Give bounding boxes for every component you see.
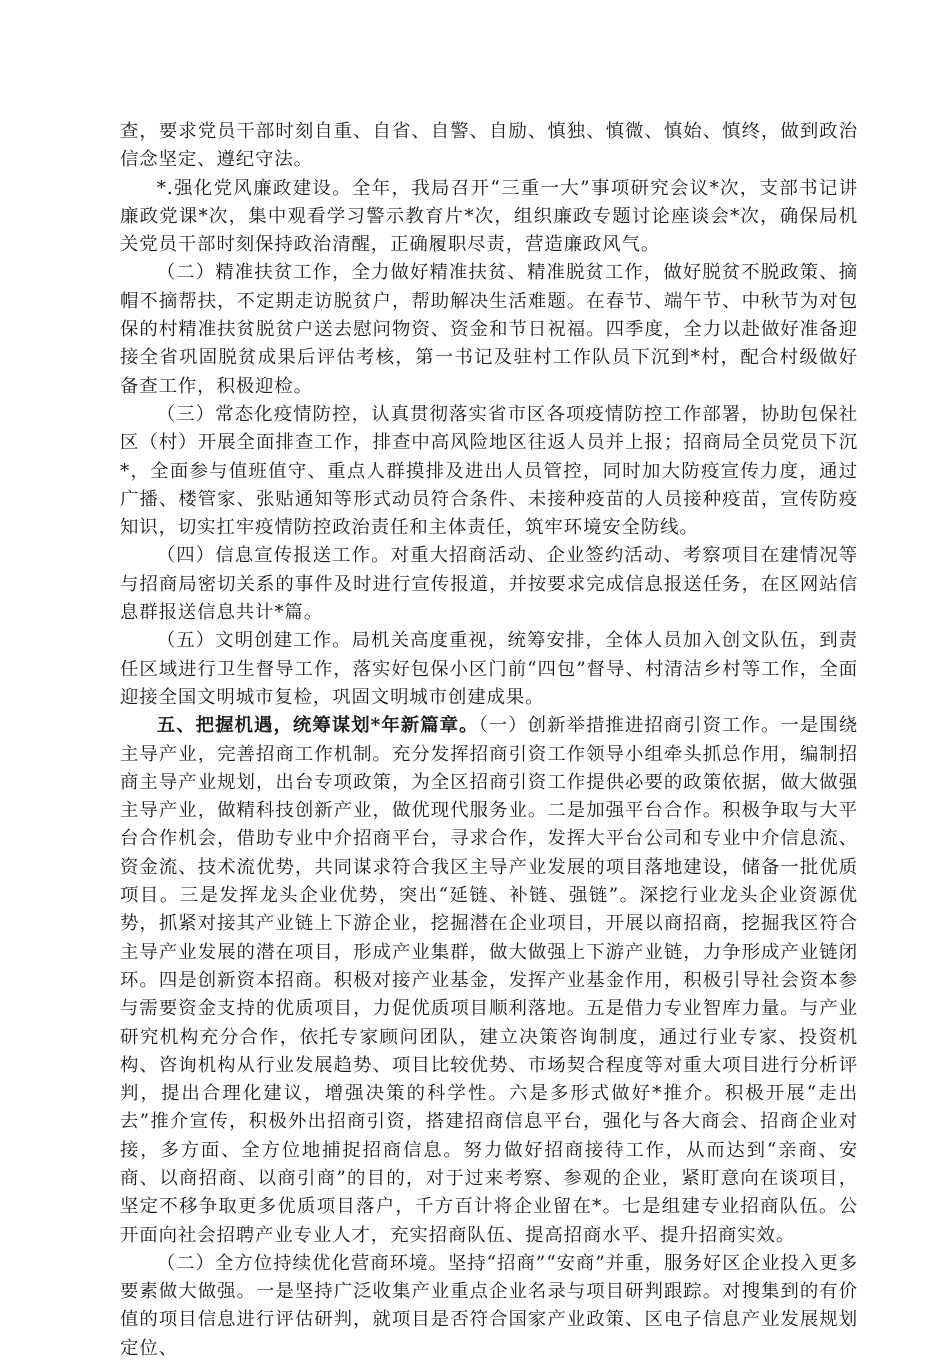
document-page	[120, 118, 858, 1363]
paragraph-information-reporting: （四）信息宣传报送工作。对重大招商活动、企业签约活动、考察项目在建情况等与招商局密切关系的事件及时进行宣传报道，并按要求完成信息报送任务，在区网站信息群报送信息共计*篇。	[120, 545, 858, 624]
paragraph-section-five	[120, 712, 858, 1250]
section-five-heading: 五、把握机遇，统筹谋划*年新篇章。	[156, 715, 479, 737]
paragraph-civilization-creation: （五）文明创建工作。局机关高度重视，统筹安排，全体人员加入创文队伍，到责任区域进行卫生督导工作，落实好包保小区门前“四包”督导、村清洁乡村等工作，全面迎接全国文明城市复检，巩固文明城市创建成果。	[120, 630, 858, 708]
paragraph-poverty-alleviation: （二）精准扶贫工作，全力做好精准扶贫、精准脱贫工作，做好脱贫不脱政策、摘帽不摘帮扶，不定期走访脱贫户，帮助解决生活难题。在春节、端午节、中秋节为对包保的村精准扶贫脱贫户送去慰问物资、资金和节日祝福。四季度，全力以赴做好准备迎接全省巩固脱贫成果后评估考核，第一书记及驻村工作队员下沉到*村，配合村级做好备查工作，积极迎检。	[120, 262, 858, 397]
paragraph-continuation: 查，要求党员干部时刻自重、自省、自警、自励、慎独、慎微、慎始、慎终，做到政治信念坚定、遵纪守法。	[120, 121, 858, 171]
paragraph-business-environment: （二）全方位持续优化营商环境。坚持“招商”“安商”并重，服务好区企业投入更多要素做大做强。一是坚持广泛收集产业重点企业名录与项目研判跟踪。对搜集到的有价值的项目信息进行评估研判，就项目是否符合国家产业政策、区电子信息产业发展规划定位、	[120, 1252, 858, 1359]
paragraph-integrity-building: *.强化党风廉政建设。全年，我局召开“三重一大”事项研究会议*次，支部书记讲廉政党课*次，集中观看学习警示教育片*次，组织廉政专题讨论座谈会*次，确保局机关党员干部时刻保持政治清醒，正确履职尽责，营造廉政风气。	[120, 177, 858, 256]
paragraph-epidemic-prevention: （三）常态化疫情防控，认真贯彻落实省市区各项疫情防控工作部署，协助包保社区（村）开展全面排查工作，排查中高风险地区往返人员并上报；招商局全员党员下沉*，全面参与值班值守、重点人群摸排及进出人员管控，同时加大防疫宣传力度，通过广播、楼管家、张贴通知等形式动员符合条件、未接种疫苗的人员接种疫苗，宣传防疫知识，切实扛牢疫情防控政治责任和主体责任，筑牢环境安全防线。	[120, 403, 858, 539]
section-five-body: （一）创新举措推进招商引资工作。一是围绕主导产业，完善招商工作机制。充分发挥招商引资工作领导小组牵头抓总作用，编制招商主导产业规划，出台专项政策，为全区招商引资工作提供必要的政策依据，做大做强主导产业，做精科技创新产业，做优现代服务业。二是加强平台合作。积极争取与大平台合作机会，借助专业中介招商平台，寻求合作，发挥大平台公司和专业中介信息流、资金流、技术流优势，共同谋求符合我区主导产业发展的项目落地建设，储备一批优质项目。三是发挥龙头企业优势，突出“延链、补链、强链”。深挖行业龙头企业资源优势，抓紧对接其产业链上下游企业，挖掘潜在企业项目，开展以商招商，挖掘我区符合主导产业发展的潜在项目，形成产业集群，做大做强上下游产业链，力争形成产业链闭环。四是创新资本招商。积极对接产业基金，发挥产业基金作用，积极引导社会资本参与需要资金支持的优质项目，力促优质项目顺利落地。五是借力专业智库力量。与产业研究机构充分合作，依托专家顾问团队，建立决策咨询制度，通过行业专家、投资机构、咨询机构从行业发展趋势、项目比较优势、市场契合程度等对重大项目进行分析评判，提出合理化建议，增强决策的科学性。六是多形式做好*推介。积极开展“走出去”推介宣传，积极外出招商引资，搭建招商信息平台，强化与各大商会、招商企业对接，多方面、全方位地捕捉招商信息。努力做好招商接待工作，从而达到“亲商、安商、以商招商、以商引商”的目的，对于过来考察、参观的企业，紧盯意向在谈项目，坚定不移争取更多优质项目落户，千方百计将企业留在*。七是组建专业招商队伍。公开面向社会招聘产业专业人才，充实招商队伍、提高招商水平、提升招商实效。	[120, 715, 858, 1246]
